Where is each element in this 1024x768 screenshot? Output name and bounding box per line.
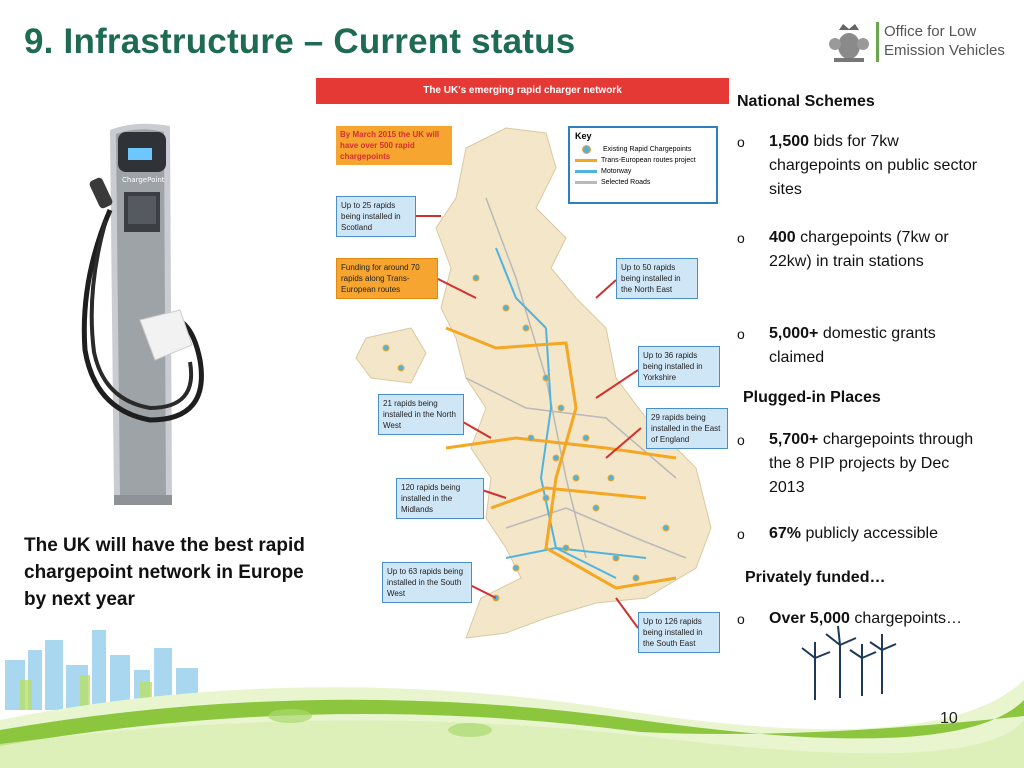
chargepoint-dot-icon bbox=[582, 145, 591, 154]
map-key-title: Key bbox=[575, 131, 592, 141]
pip-heading: Plugged-in Places bbox=[743, 389, 881, 406]
key-row-trans-european: Trans-European routes project bbox=[575, 155, 711, 166]
map-banner: The UK's emerging rapid charger network bbox=[316, 78, 729, 104]
callout-scotland: Up to 25 rapids being installed in Scotland bbox=[336, 196, 416, 237]
footer-decoration bbox=[0, 620, 1024, 768]
callout-north-east: Up to 50 rapids being installed in the North East bbox=[616, 258, 698, 299]
key-row-roads: Selected Roads bbox=[575, 177, 711, 188]
orange-line-icon bbox=[575, 159, 597, 162]
chargepoint-label: ChargePoint bbox=[122, 176, 165, 184]
key-row-motorway: Motorway bbox=[575, 166, 711, 177]
grey-line-icon bbox=[575, 181, 597, 184]
callout-trans-european: Funding for around 70 rapids along Trans-European routes bbox=[336, 258, 438, 299]
map-key bbox=[568, 126, 718, 204]
olev-logo bbox=[826, 20, 1006, 66]
national-schemes-heading: National Schemes bbox=[737, 93, 875, 110]
charger-caption: The UK will have the best rapid chargepoint network in Europe by next year bbox=[24, 535, 305, 610]
uk-rapid-charger-map bbox=[316, 78, 729, 668]
blue-line-icon bbox=[575, 170, 597, 173]
royal-crest-icon bbox=[826, 20, 872, 66]
callout-midlands: 120 rapids being installed in the Midlands bbox=[396, 478, 484, 519]
callout-north-west: 21 rapids being installed in the North West bbox=[378, 394, 464, 435]
logo-text: Office for Low Emission Vehicles bbox=[884, 23, 1005, 59]
callout-east-of-england: 29 rapids being installed in the East of England bbox=[646, 408, 728, 449]
callout-yorkshire: Up to 36 rapids being installed in Yorkshire bbox=[638, 346, 720, 387]
map-intro-callout: By March 2015 the UK will have over 500 rapid chargepoints bbox=[336, 126, 452, 165]
wind-turbines-icon bbox=[802, 626, 896, 700]
chargepoint-unit-image bbox=[80, 120, 230, 510]
callout-south-west: Up to 63 rapids being installed in the South West bbox=[382, 562, 472, 603]
key-row-chargepoints: Existing Rapid Chargepoints bbox=[575, 144, 711, 155]
slide-title: 9. Infrastructure – Current status bbox=[24, 22, 576, 61]
private-heading: Privately funded… bbox=[745, 569, 886, 586]
callout-south-east: Up to 126 rapids being installed in the South East bbox=[638, 612, 720, 653]
page-number: 10 bbox=[940, 710, 958, 727]
logo-divider bbox=[876, 22, 879, 62]
